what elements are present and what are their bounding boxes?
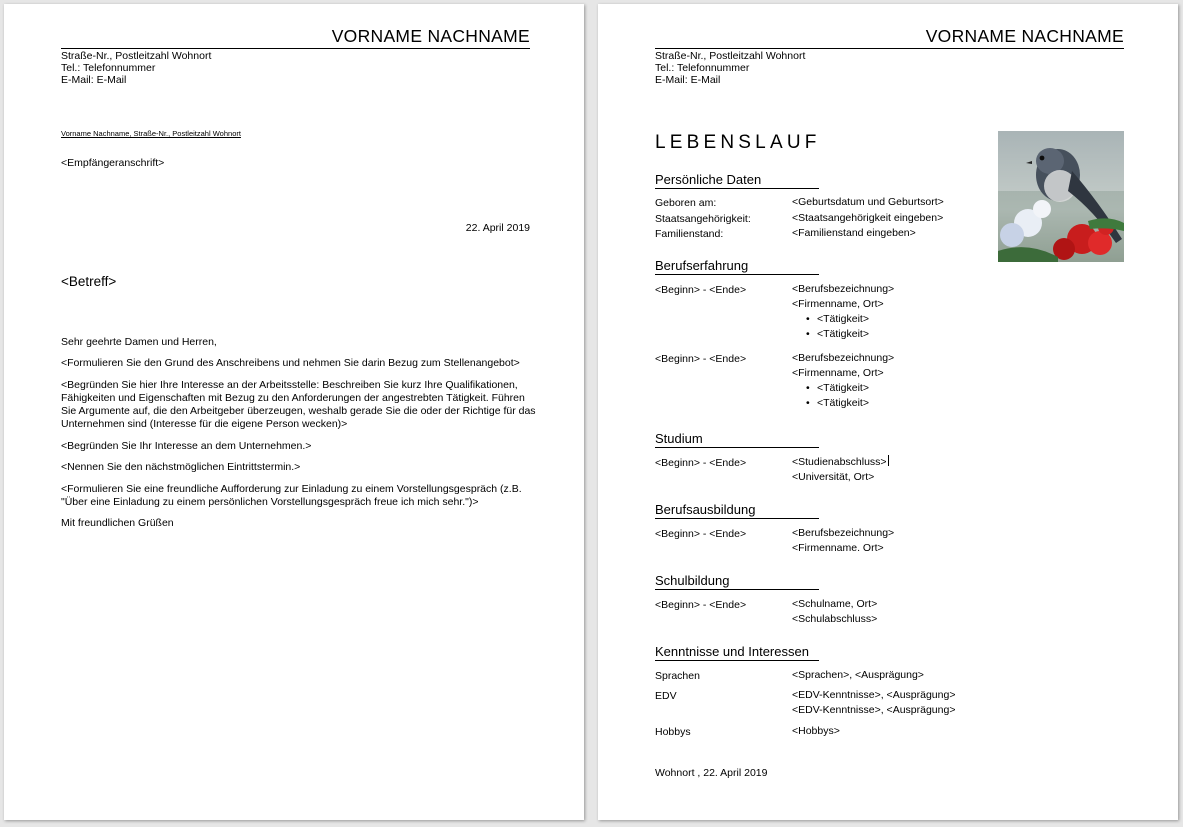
- letter-paragraph: <Begründen Sie Ihr Interesse an dem Unternehmen.>: [61, 439, 312, 452]
- section-heading-training: Berufsausbildung: [655, 502, 819, 519]
- studies-period: <Beginn> - <Ende>: [655, 457, 747, 469]
- experience-entry: [792, 282, 894, 342]
- cv-header-name: VORNAME NACHNAME: [925, 26, 1124, 46]
- training-period: <Beginn> - <Ende>: [655, 528, 747, 540]
- task-item: • <Tätigkeit>: [792, 327, 894, 342]
- letter-email-line: E-Mail: E-Mail: [61, 74, 127, 86]
- sender-line: Vorname Nachname, Straße-Nr., Postleitzahl Wohnort: [61, 129, 241, 138]
- letter-header-rule: [61, 48, 530, 49]
- bird-photo-icon: [998, 131, 1124, 262]
- cv-title: LEBENSLAUF: [655, 132, 821, 153]
- letter-paragraph: <Begründen Sie hier Ihre Interesse an der Arbeitsstelle: Beschreiben Sie kurz Ihre Qualifikationen, Fähigkeiten und Eigenschaften mit Bezug zu den Anforderungen der angestrebten Tätigkeit. Führen Sie Argumente auf, die den Arbeitgeber überzeugen, weshalb gerade Sie die oder der Richtige für das Unternehmen sind (Interesse für die eigene Person wecken)>: [61, 378, 536, 431]
- personal-value: <Geburtsdatum und Geburtsort>: [792, 196, 944, 208]
- section-heading-school: Schulbildung: [655, 573, 819, 590]
- job-title: <Berufsbezeichnung>: [792, 283, 895, 295]
- school-entry: [792, 597, 877, 627]
- section-heading-studies: Studium: [655, 431, 819, 448]
- university: <Universität, Ort>: [792, 471, 875, 483]
- recipient-address: <Empfängeranschrift>: [61, 157, 165, 169]
- it-values: [792, 688, 955, 718]
- task-item: • <Tätigkeit>: [792, 381, 894, 396]
- letter-paragraph: <Formulieren Sie den Grund des Anschreibens und nehmen Sie darin Bezug zum Stellenangebot>: [61, 357, 520, 370]
- salutation: Sehr geehrte Damen und Herren,: [61, 336, 217, 348]
- letter-date: 22. April 2019: [465, 222, 530, 234]
- languages-label: Sprachen: [655, 670, 700, 682]
- letter-contact-block: [61, 50, 211, 86]
- training-company: <Firmenname. Ort>: [792, 542, 884, 554]
- personal-value: <Familienstand eingeben>: [792, 227, 916, 239]
- studies-degree-line: [792, 455, 889, 470]
- letter-phone-line: Tel.: Telefonnummer: [61, 62, 156, 74]
- it-value: <EDV-Kenntnisse>, <Ausprägung>: [792, 704, 956, 716]
- cv-phone-line: Tel.: Telefonnummer: [655, 62, 750, 74]
- company: <Firmenname, Ort>: [792, 367, 884, 379]
- experience-period: <Beginn> - <Ende>: [655, 353, 747, 365]
- studies-entry: [792, 455, 889, 485]
- letter-body: [61, 336, 536, 539]
- task-item: • <Tätigkeit>: [792, 312, 894, 327]
- languages-value: <Sprachen>, <Ausprägung>: [792, 669, 924, 681]
- cv-email-line: E-Mail: E-Mail: [655, 74, 721, 86]
- cv-page: [598, 4, 1178, 820]
- personal-label: Familienstand:: [655, 228, 724, 240]
- hobbies-label: Hobbys: [655, 726, 691, 738]
- task-item: • <Tätigkeit>: [792, 396, 894, 411]
- company: <Firmenname, Ort>: [792, 298, 884, 310]
- section-heading-experience: Berufserfahrung: [655, 258, 819, 275]
- experience-period: <Beginn> - <Ende>: [655, 284, 747, 296]
- it-value: <EDV-Kenntnisse>, <Ausprägung>: [792, 689, 956, 701]
- letter-subject: <Betreff>: [61, 274, 117, 289]
- section-heading-personal: Persönliche Daten: [655, 172, 819, 189]
- personal-values: [792, 195, 944, 242]
- personal-label: Staatsangehörigkeit:: [655, 212, 751, 225]
- section-heading-skills: Kenntnisse und Interessen: [655, 644, 819, 661]
- place-date: Wohnort , 22. April 2019: [655, 767, 768, 779]
- personal-label: Geboren am:: [655, 197, 717, 209]
- letter-header-name: VORNAME NACHNAME: [331, 26, 530, 46]
- personal-value: <Staatsangehörigkeit eingeben>: [792, 211, 944, 224]
- letter-paragraph: <Formulieren Sie eine freundliche Aufforderung zur Einladung zu einem Vorstellungsgespräch (z.B. "Über eine Einladung zu einem persönlichen Vorstellungsgespräch freue ich mich sehr.")>: [61, 482, 522, 508]
- cv-address-line: Straße-Nr., Postleitzahl Wohnort: [655, 50, 806, 62]
- letter-paragraph: <Nennen Sie den nächstmöglichen Eintrittstermin.>: [61, 461, 301, 474]
- cv-header-rule: [655, 48, 1124, 49]
- school-name: <Schulname, Ort>: [792, 598, 878, 610]
- training-entry: [792, 526, 894, 556]
- letter-address-line: Straße-Nr., Postleitzahl Wohnort: [61, 50, 212, 62]
- school-degree: <Schulabschluss>: [792, 613, 878, 625]
- closing: Mit freundlichen Grüßen: [61, 517, 174, 530]
- training-title: <Berufsbezeichnung>: [792, 527, 895, 539]
- studies-degree: <Studienabschluss>: [792, 456, 887, 468]
- job-title: <Berufsbezeichnung>: [792, 352, 895, 364]
- text-caret: [888, 455, 889, 466]
- cover-letter-page: [4, 4, 584, 820]
- hobbies-value: <Hobbys>: [792, 725, 840, 737]
- profile-photo: [998, 131, 1124, 262]
- experience-entry: [792, 351, 894, 411]
- it-label: EDV: [655, 690, 677, 702]
- school-period: <Beginn> - <Ende>: [655, 599, 747, 611]
- cv-contact-block: [655, 50, 805, 86]
